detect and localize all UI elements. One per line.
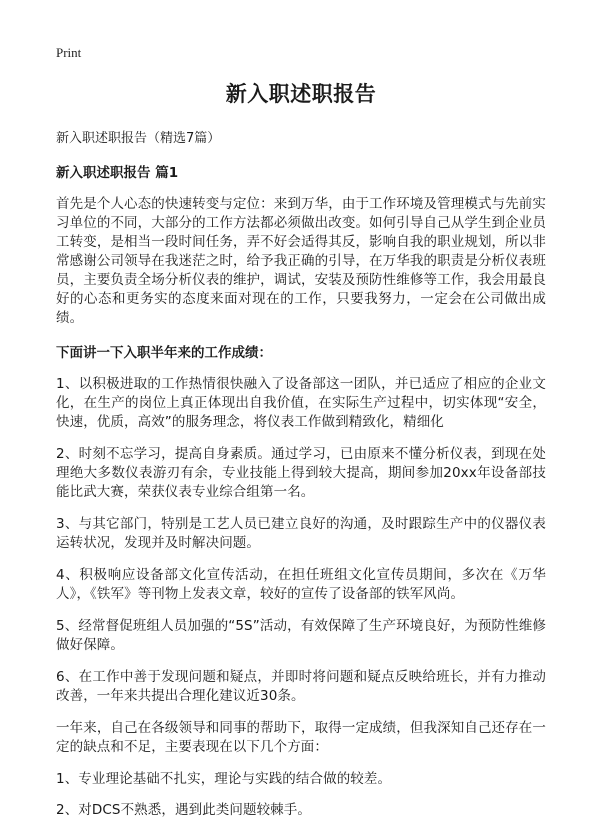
- achievement-item: 2、时刻不忘学习，提高自身素质。通过学习，已由原来不懂分析仪表，到现在处理绝大多数仪表游刃有余，专业技能上得到较大提高，期间参加20xx年设备部技能比武大赛，荣获仪表专业综合组第一名。: [56, 446, 546, 500]
- shortcoming-item: 1、专业理论基础不扎实，理论与实践的结合做的较差。: [56, 771, 392, 787]
- shortcoming-item: 2、对DCS不熟悉，遇到此类问题较棘手。: [56, 802, 311, 818]
- print-link[interactable]: Print: [56, 45, 82, 60]
- document-subtitle: 新入职述职报告（精选7篇）: [56, 131, 221, 146]
- achievement-item: 1、以积极进取的工作热情很快融入了设备部这一团队，并已适应了相应的企业文化，在生产的岗位上真正体现出自我价值，在实际生产过程中，切实体现“安全，快速，优质，高效”的服务理念，将仪表工作做到精致化，精细化: [56, 376, 546, 430]
- achievements-heading: 下面讲一下入职半年来的工作成绩：: [56, 345, 272, 361]
- intro-paragraph: 首先是个人心态的快速转变与定位：来到万华，由于工作环境及管理模式与先前实习单位的不同，大部分的工作方法都必须做出改变。如何引导自己从学生到企业员工转变，是相当一段时间任务，弄不好会适得其反，影响自我的职业规划，所以非常感谢公司领导在我迷茫之时，给予我正确的引导，在万华我的职责是分析仪表班员，主要负责全场分析仪表的维护，调试，安装及预防性维修等工作，我会用最良好的心态和更务实的态度来面对现在的工作，只要我努力，一定会在公司做出成绩。: [56, 196, 546, 326]
- shortcomings-intro: 一年来，自己在各级领导和同事的帮助下，取得一定成绩，但我深知自己还存在一定的缺点和不足，主要表现在以下几个方面：: [56, 720, 546, 755]
- achievement-item: 5、经常督促班组人员加强的“5S”活动，有效保障了生产环境良好，为预防性维修做好保障。: [56, 618, 546, 653]
- document-body: [56, 78, 546, 832]
- document-title: 新入职述职报告: [225, 82, 377, 106]
- section-title: 新入职述职报告 篇1: [56, 165, 179, 181]
- achievement-item: 3、与其它部门，特别是工艺人员已建立良好的沟通，及时跟踪生产中的仪器仪表运转状况，发现并及时解决问题。: [56, 516, 546, 551]
- achievement-item: 4、积极响应设备部文化宣传活动，在担任班组文化宣传员期间，多次在《万华人》，《铁军》等刊物上发表文章，较好的宣传了设备部的铁军风尚。: [56, 567, 546, 602]
- achievement-item: 6、在工作中善于发现问题和疑点，并即时将问题和疑点反映给班长，并有力推动改善，一年来共提出合理化建议近30条。: [56, 669, 546, 704]
